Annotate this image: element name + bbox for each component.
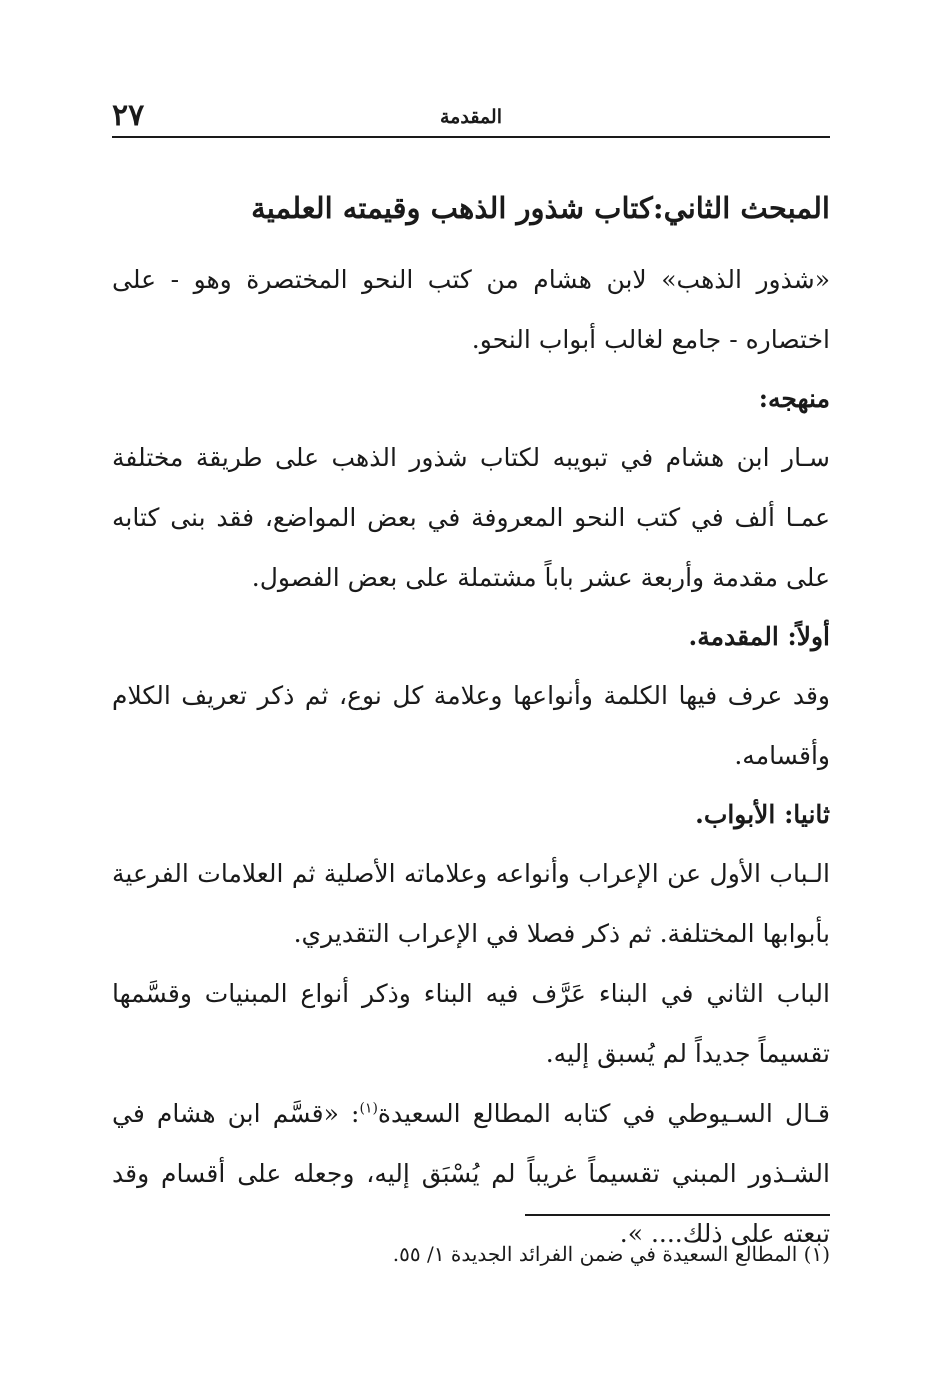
first-heading: أولاً: المقدمة.	[688, 622, 830, 651]
header-title: المقدمة	[439, 106, 502, 128]
main-text	[112, 168, 830, 1264]
page-number: ٢٧	[112, 98, 145, 133]
section-title: المبحث الثاني:كتاب شذور الذهب وقيمته العلمية	[251, 191, 830, 225]
footnote-reference: (١)	[359, 1100, 378, 1117]
intro-paragraph: «شذور الذهب» لابن هشام من كتب النحو المختصرة وهو - على اختصاره - جامع لغالب أبواب النحو.	[112, 265, 830, 354]
footnote: (١) المطالع السعيدة في ضمن الفرائد الجديدة ١/ ٥٥.	[392, 1242, 830, 1266]
method-paragraph: سـار ابن هشام في تبويبه لكتاب شذور الذهب على طريقة مختلفة عمـا ألف في كتب النحو المعروفة في بعض المواضع، فقد بنى كتابه على مقدمة وأربعة عشر باباً مشتملة على بعض الفصول.	[112, 443, 830, 592]
second-heading: ثانيا: الأبواب.	[695, 800, 830, 829]
chapter-two-paragraph: الباب الثاني في البناء عَرَّف فيه البناء وذكر أنواع المبنيات وقسَّمها تقسيماً جديداً لم يُسبق إليه.	[112, 979, 830, 1068]
suyuti-quote-text: : «قسَّم ابن هشام في الشـذور المبني تقسيماً غريباً لم يُسْبَق إليه، وجعله على أقسام وقد تبعته على ذلك.... ».	[112, 1099, 830, 1248]
first-paragraph: وقد عرف فيها الكلمة وأنواعها وعلامة كل نوع، ثم ذكر تعريف الكلام وأقسامه.	[112, 681, 830, 770]
running-header	[112, 100, 830, 138]
footnote-divider	[525, 1214, 830, 1216]
suyuti-quote-lead: قـال السـيوطي في كتابه المطالع السعيدة	[377, 1099, 830, 1128]
chapter-one-paragraph: الـباب الأول عن الإعراب وأنواعه وعلاماته الأصلية ثم العلامات الفرعية بأبوابها المختلفة. ثم ذكر فصلا في الإعراب التقديري.	[112, 859, 830, 948]
method-heading: منهجه:	[758, 384, 830, 413]
